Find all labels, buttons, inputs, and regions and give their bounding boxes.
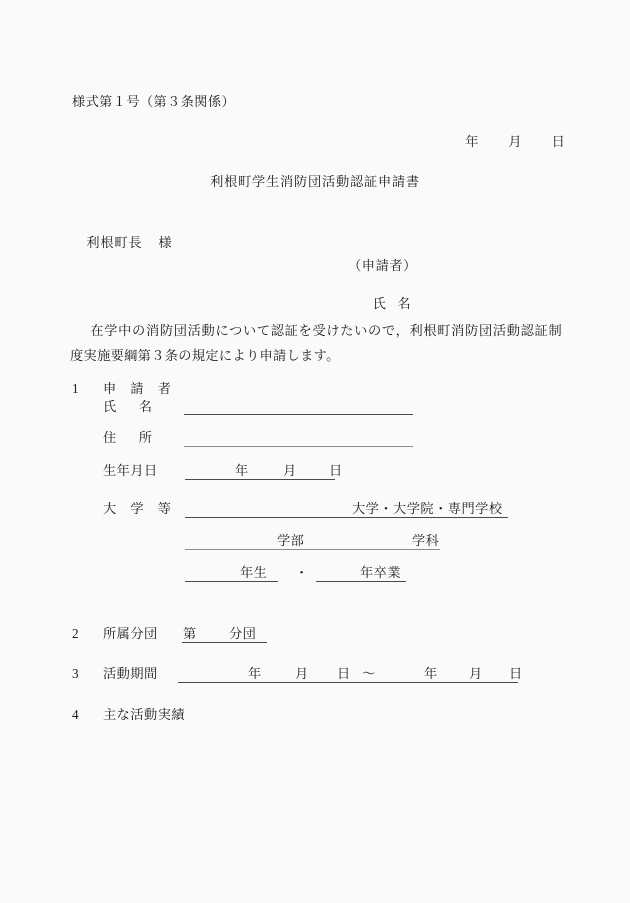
field-applicant-address-label-b: 所 bbox=[138, 430, 153, 445]
body-paragraph-text: 在学中の消防団活動について認証を受けたいので，利根町消防団活動認証制度実施要綱第３条の規定により申請します。 bbox=[70, 323, 562, 363]
field-activity-period-rule[interactable] bbox=[178, 682, 518, 683]
field-grade-graduation bbox=[0, 563, 630, 585]
date-day-label: 日 bbox=[551, 133, 565, 149]
section-2-number: 2 bbox=[72, 626, 79, 641]
field-graduation-rule[interactable] bbox=[316, 581, 406, 582]
field-applicant-name bbox=[0, 397, 630, 419]
field-grade-rule[interactable] bbox=[185, 581, 278, 582]
field-applicant-name-label bbox=[103, 397, 152, 417]
applicant-name-label-part-2: 名 bbox=[397, 295, 412, 311]
field-birthdate-rule[interactable] bbox=[185, 479, 335, 480]
field-faculty-department-rule[interactable] bbox=[185, 549, 440, 550]
body-paragraph bbox=[70, 318, 562, 368]
section-1-number: 1 bbox=[72, 381, 79, 396]
section-3-label: 活動期間 bbox=[103, 666, 158, 681]
field-period-range-separator: ～ bbox=[362, 666, 376, 681]
section-2-brigade bbox=[0, 624, 630, 646]
field-period-end-month-label: 月 bbox=[469, 666, 483, 681]
field-applicant-name-label-a: 氏 bbox=[103, 399, 117, 414]
field-period-start-month-label: 月 bbox=[295, 666, 309, 681]
applicant-name-label-part-1: 氏 bbox=[372, 295, 387, 311]
field-birthdate-month-label: 月 bbox=[283, 463, 297, 478]
field-period-end-year-label: 年 bbox=[424, 666, 438, 681]
field-applicant-address-label bbox=[103, 428, 152, 448]
field-grade-label: 年生 bbox=[240, 565, 268, 580]
section-4-number: 4 bbox=[72, 707, 79, 722]
field-period-start-year-label: 年 bbox=[248, 666, 262, 681]
field-brigade-suffix: 分団 bbox=[229, 626, 257, 641]
field-applicant-name-label-b: 名 bbox=[138, 399, 153, 414]
field-school-rule[interactable] bbox=[185, 517, 508, 518]
addressee-name: 利根町長 bbox=[86, 234, 143, 250]
field-department-label: 学科 bbox=[412, 533, 440, 548]
form-number: 様式第１号（第３条関係） bbox=[72, 94, 236, 109]
date-line bbox=[452, 115, 565, 168]
field-school-types: 大学・大学院・専門学校 bbox=[352, 501, 503, 516]
section-2-label: 所属分団 bbox=[103, 626, 158, 641]
field-school-label: 大 学 等 bbox=[103, 501, 172, 516]
addressee-honorific: 様 bbox=[158, 234, 173, 250]
applicant-role-label: （申請者） bbox=[348, 258, 417, 273]
addressee-line bbox=[70, 216, 172, 269]
section-1-label: 申 請 者 bbox=[103, 381, 172, 396]
field-graduation-label: 年卒業 bbox=[360, 565, 402, 580]
field-period-start-day-label: 日 bbox=[337, 666, 351, 681]
field-applicant-name-rule[interactable] bbox=[184, 414, 413, 415]
date-year-label: 年 bbox=[465, 133, 479, 149]
field-faculty-label: 学部 bbox=[277, 533, 305, 548]
field-period-end-day-label: 日 bbox=[509, 666, 523, 681]
field-birthdate-year-label: 年 bbox=[235, 463, 249, 478]
date-month-label: 月 bbox=[508, 133, 522, 149]
section-4-activity-record bbox=[0, 705, 630, 727]
field-birthdate-day-label: 日 bbox=[329, 463, 343, 478]
page-title: 利根町学生消防団活動認証申請書 bbox=[210, 174, 420, 189]
field-brigade-rule[interactable] bbox=[182, 642, 267, 643]
section-4-label: 主な活動実績 bbox=[103, 707, 186, 722]
field-brigade-prefix: 第 bbox=[183, 626, 197, 641]
field-birthdate-label: 生年月日 bbox=[103, 463, 158, 478]
field-applicant-address-label-a: 住 bbox=[103, 430, 117, 445]
field-grade-separator: ・ bbox=[295, 565, 309, 580]
field-applicant-address-rule[interactable] bbox=[184, 446, 413, 447]
section-3-number: 3 bbox=[72, 666, 79, 681]
